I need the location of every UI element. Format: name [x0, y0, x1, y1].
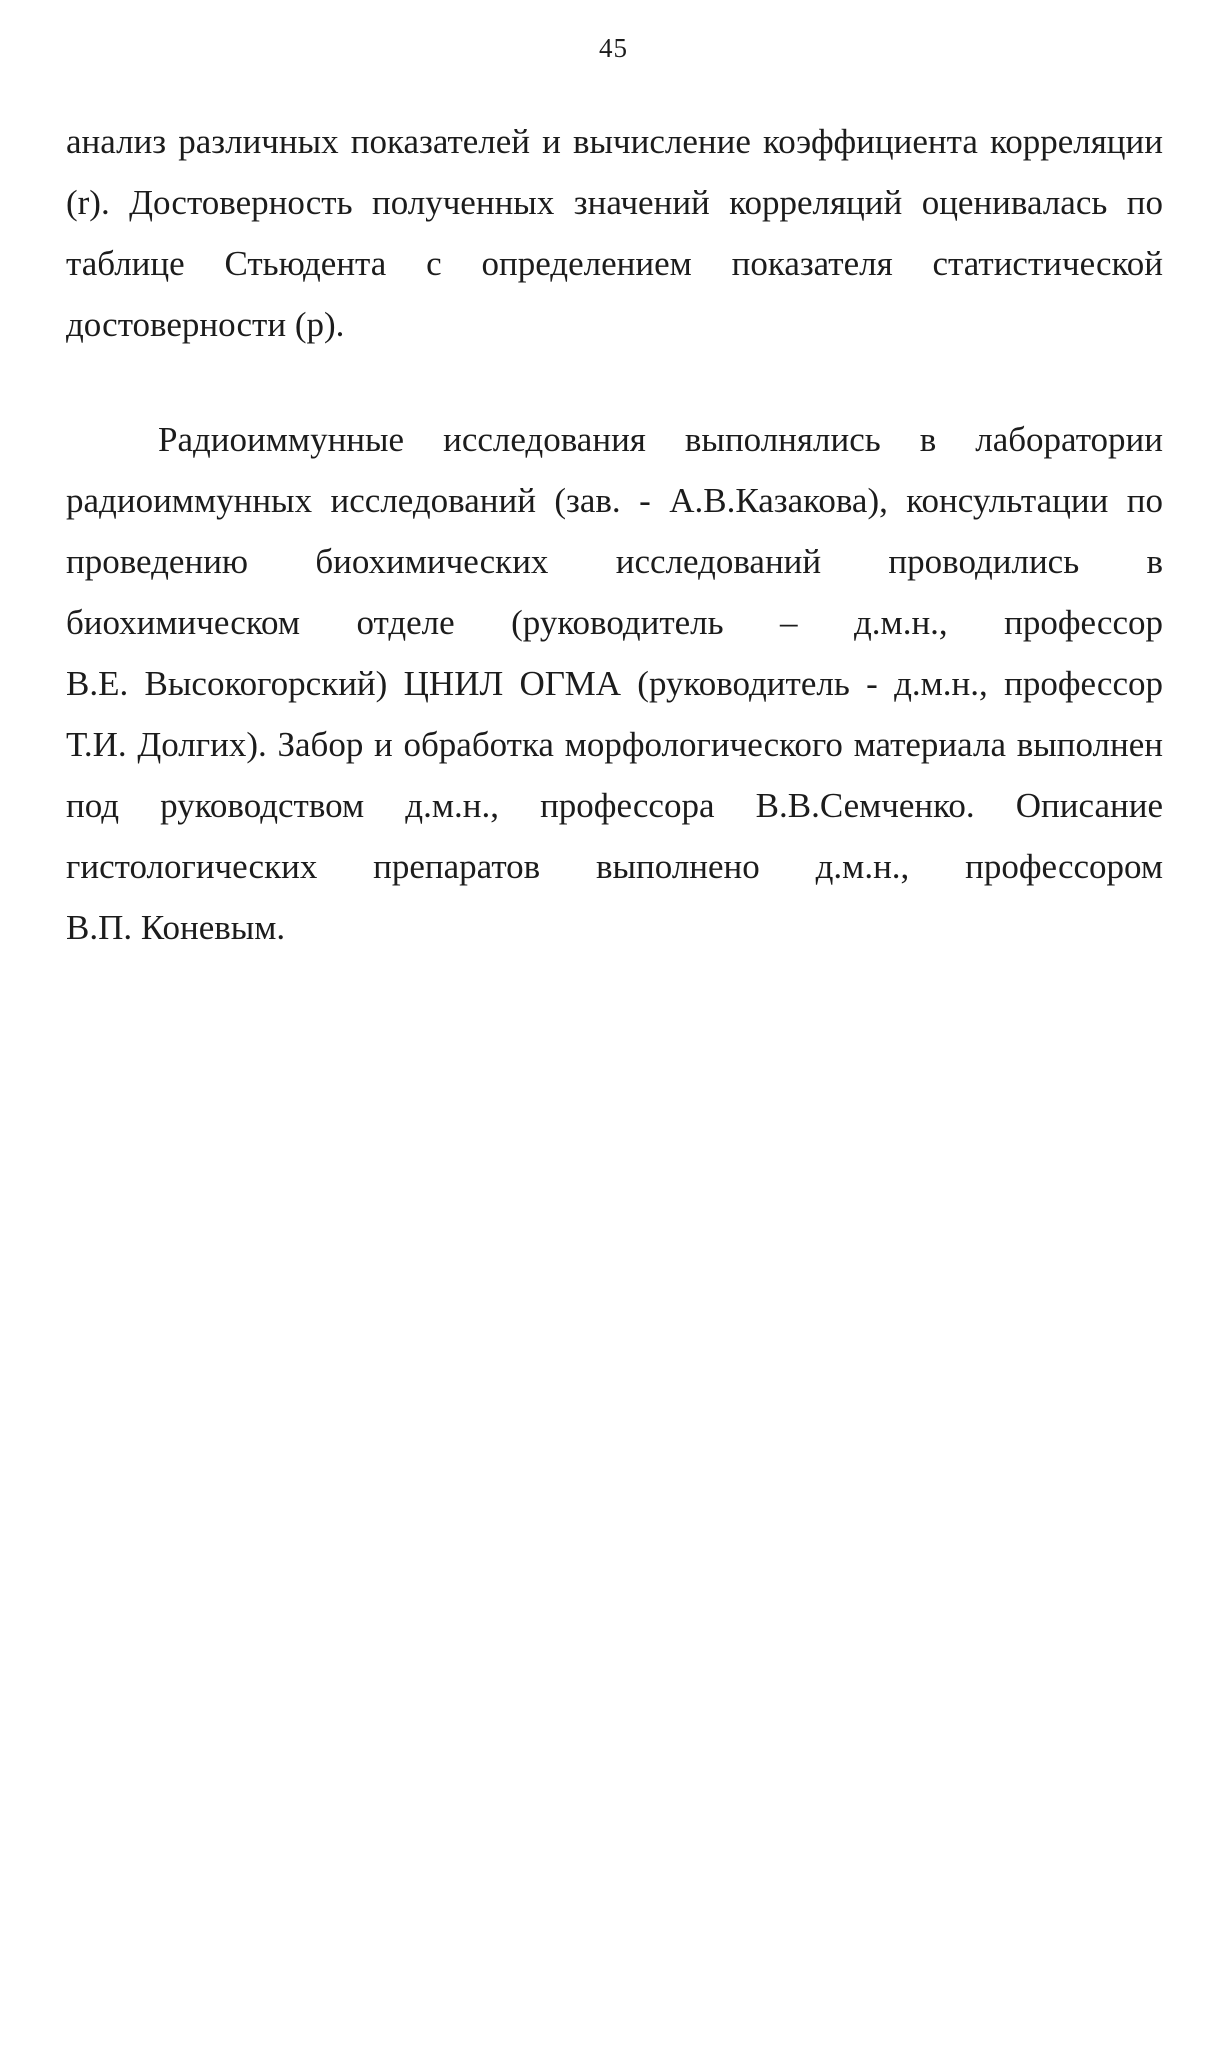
text-line: таблице Стьюдента с определением показателя статистической [66, 244, 1163, 283]
paragraph-acknowledgements [66, 409, 1163, 958]
text-line: радиоиммунных исследований (зав. - А.В.Казакова), консультации по [66, 481, 1163, 520]
text-line: анализ различных показателей и вычисление коэффициента корреляции [66, 122, 1163, 161]
text-line: В.П. Коневым. [66, 908, 286, 947]
text-line: Т.И. Долгих). Забор и обработка морфологического материала выполнен [66, 725, 1163, 764]
text-line: Радиоиммунные исследования выполнялись в лаборатории [158, 420, 1163, 459]
text-line: гистологических препаратов выполнено д.м.н., профессором [66, 847, 1163, 886]
page-number: 45 [599, 33, 628, 63]
text-line: В.Е. Высокогорский) ЦНИЛ ОГМА (руководитель - д.м.н., профессор [66, 664, 1163, 703]
text-line: биохимическом отделе (руководитель – д.м.н., профессор [66, 603, 1163, 642]
paragraph-statistics [66, 111, 1163, 355]
text-line: под руководством д.м.н., профессора В.В.Семченко. Описание [66, 786, 1163, 825]
text-line: (r). Достоверность полученных значений корреляций оценивалась по [66, 183, 1163, 222]
text-line: проведению биохимических исследований проводились в [66, 542, 1163, 581]
text-line: достоверности (р). [66, 305, 345, 344]
